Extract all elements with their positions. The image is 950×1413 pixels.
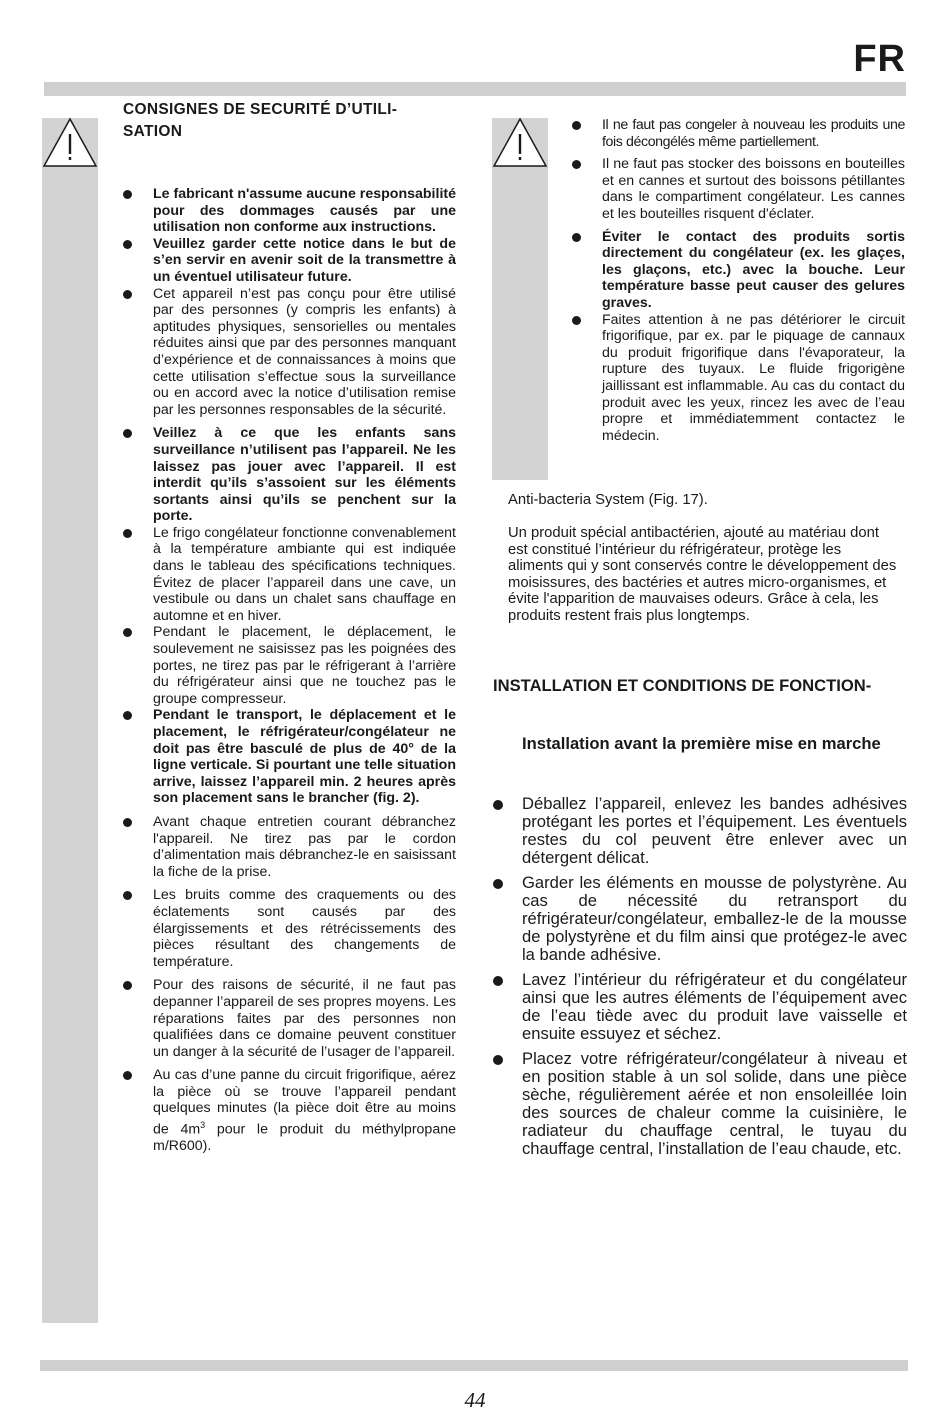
safety-list	[123, 186, 456, 1155]
list-item: Veuillez garder cette notice dans le but de s’en servir en avenir soit de la transmettre à un éventuel utilisateur future.	[123, 236, 456, 286]
list-item: Faites attention à ne pas détériorer le circuit frigorifique, par ex. par le piquage de cannaux du produit frigorifique dans l'évaporateur, la rupture des tuyaux. Le fluide frigorigène jaillissant est inflammable. Au cas du contact du produit avec les yeux, rincez les avec de l’eau propre et immédiatemment contactez le médecin.	[572, 312, 905, 445]
list-item: Pendant le transport, le déplacement et le placement, le réfrigérateur/congélateur ne doit pas être basculé de plus de 40° de la ligne verticale. Si pourtant une telle situation arrive, laissez l’appareil min. 2 heures après son placement sans le brancher (fig. 2).	[123, 707, 456, 807]
safety-title-line-2: SATION	[123, 123, 183, 140]
installation-subtitle: Installation avant la première mise en marche	[522, 734, 881, 753]
list-item: Le fabricant n'assume aucune responsabilité pour des dommages causés par une utilisation non conforme aux instructions.	[123, 186, 456, 236]
list-item: Les bruits comme des craquements ou des éclatements sont causés par des élargissements et des rétrécissements des pièces résultant des changements de température.	[123, 887, 456, 970]
list-item: Éviter le contact des produits sortis directement du congélateur (ex. les glaçes, les glaçons, etc.) avec la bouche. Leur température basse peut causer des gelures graves.	[572, 229, 905, 312]
language-code: FR	[853, 38, 906, 80]
warning-list	[572, 117, 905, 444]
list-item: Déballez l’appareil, enlevez les bandes adhésives protégant les portes et l’équipement. Les éventuels restes du col peuvent être enlever avec un détergent délicat.	[493, 795, 907, 867]
list-item-text: pour le produit du méthylpropane m/R600).	[153, 1121, 456, 1155]
superscript: 3	[200, 1120, 206, 1131]
list-item: Cet appareil n’est pas conçu pour être utilisé par des personnes (y compris les enfants) à aptitudes physiques, sensorielles ou mentales réduites ainsi que par des personnes manquant d’expérience et de connaissances à moins que cette utilisation s’effectue sous la surveillance ou en accord avec la notice d’utilisation remise par les personnes responsables de la sécurité.	[123, 286, 456, 419]
list-item: Le frigo congélateur fonctionne convenablement à la température ambiante qui est indiquée dans le tableau des spécifications techniques. Évitez de placer l’appareil dans une cave, un vestibule ou dans un chalet sans chauffage en automne et en hiver.	[123, 525, 456, 625]
list-item: Avant chaque entretien courant débranchez l'appareil. Ne tirez pas par le cordon d’alimentation mais débranchez-le en saisissant la fiche de la prise.	[123, 814, 456, 880]
list-item: Placez votre réfrigérateur/congélateur à niveau et en position stable à un sol solide, dans une pièce sèche, régulièrement aérée et non ensoleillée loin des sources de chaleur comme la cuisinière, le radiateur du chauffage central, le tuyau du chauffage central, l’installation de l’eau chaude, etc.	[493, 1050, 907, 1158]
antibacteria-title: Anti-bacteria System (Fig. 17).	[508, 492, 708, 508]
page-number: 44	[464, 1388, 486, 1412]
warning-triangle-icon	[492, 116, 548, 168]
list-item: Pendant le placement, le déplacement, le soulevement ne saisissez pas les poignées des portes, ne tirez pas par le réfrigerant à l’arrière du réfrigérateur ainsi que ne touchez pas le groupe compresseur.	[123, 624, 456, 707]
list-item: Garder les éléments en mousse de polystyrène. Au cas de nécessité du retransport du réfrigérateur/congélateur, emballez-le de la mousse de polystyrène et du film ainsi que protégez-le avec la bande adhésive.	[493, 874, 907, 964]
top-divider-bar	[44, 82, 906, 96]
installation-list	[493, 795, 907, 1158]
list-item: Il ne faut pas congeler à nouveau les produits une fois décongélés même partiellement.	[572, 117, 905, 150]
left-margin-band	[42, 118, 98, 1323]
list-item	[123, 1067, 456, 1155]
list-item: Lavez l’intérieur du réfrigérateur et du congélateur ainsi que les autres éléments de l’équipement avec de l’eau tiède avec du produit lave vaisselle et ensuite essuyez et séchez.	[493, 971, 907, 1043]
bottom-divider-bar	[40, 1360, 908, 1371]
list-item: Pour des raisons de sécurité, il ne faut pas depanner l’appareil de ses propres moyens. Les réparations faites par des personnes non qualifiées dans ce domaine peuvent constituer un danger à la sécurité de l’usager de l’appareil.	[123, 977, 456, 1060]
safety-title-line-1: CONSIGNES DE SECURITÉ D’UTILI-	[123, 101, 398, 118]
list-item-text: Au cas d’une panne du circuit frigorifique, aérez la pièce où se trouve l’appareil pendant quelques minutes (la pièce doit être au moins de 4m	[153, 1067, 456, 1138]
list-item: Veillez à ce que les enfants sans surveillance n’utilisent pas l’appareil. Ne les laissez pas jouer avec l’appareil. Il est interdit qu’ils s’assoient sur les éléments sortants ainsi qu’ils se penchent sur la porte.	[123, 425, 456, 525]
safety-section-title	[123, 99, 458, 143]
warning-triangle-icon	[42, 116, 98, 168]
antibacteria-text: Un produit spécial antibactérien, ajouté au matériau dont est constitué l’intérieur du réfrigérateur, protège les aliments qui y sont conservés contre le développement des moisissures, des bactéries et autres micro-organismes, et évite l'apparition de mauvaises odeurs. Grâce à cela, les produits restent frais plus longtemps.	[508, 525, 897, 624]
list-item: Il ne faut pas stocker des boissons en bouteilles et en cannes et surtout des boissons pétillantes dans le compartiment congélateur. Les cannes et les bouteilles risquent d'éclater.	[572, 156, 905, 222]
installation-section-title: INSTALLATION ET CONDITIONS DE FONCTION-	[493, 676, 872, 695]
right-margin-band	[492, 118, 548, 480]
